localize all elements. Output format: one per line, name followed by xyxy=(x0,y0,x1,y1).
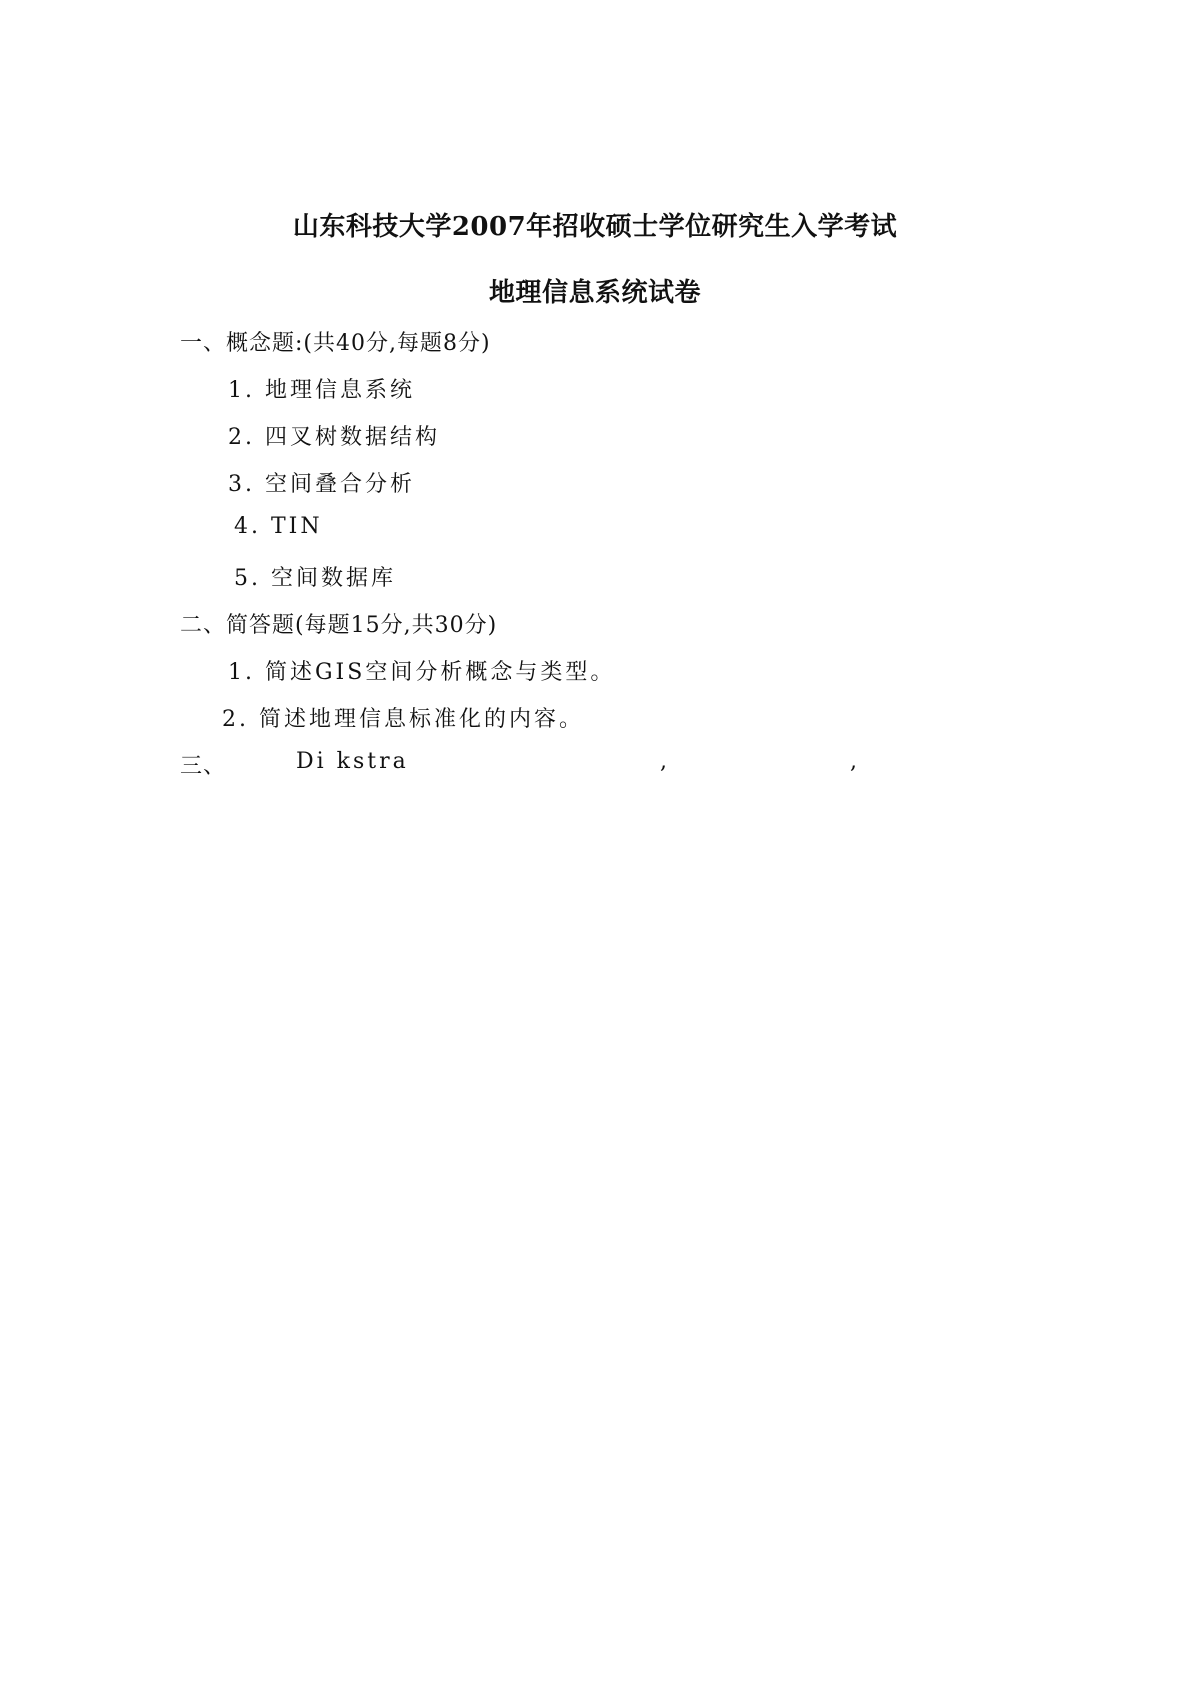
section-2-heading: 二、简答题(每题15分,共30分) xyxy=(180,613,498,638)
section-3-comma: , xyxy=(660,749,668,774)
section-1-item-4: 4. TIN xyxy=(234,514,323,539)
section-2-item-1: 1. 简述GIS空间分析概念与类型。 xyxy=(228,660,616,685)
section-1-item-5: 5. 空间数据库 xyxy=(234,566,396,591)
section-1-item-2: 2. 四叉树数据结构 xyxy=(228,425,440,450)
section-1-item-3: 3. 空间叠合分析 xyxy=(228,472,415,497)
section-1-item-1: 1. 地理信息系统 xyxy=(228,378,415,403)
exam-subtitle: 地理信息系统试卷 xyxy=(488,278,701,308)
section-2-item-2: 2. 简述地理信息标准化的内容。 xyxy=(222,707,584,732)
exam-title: 山东科技大学2007年招收硕士学位研究生入学考试 xyxy=(292,212,898,242)
section-3-comma: , xyxy=(850,749,858,774)
section-3-number: 三、 xyxy=(180,754,227,779)
section-1-heading: 一、概念题:(共40分,每题8分) xyxy=(180,331,491,356)
section-3-fragment: Di kstra xyxy=(296,749,409,774)
